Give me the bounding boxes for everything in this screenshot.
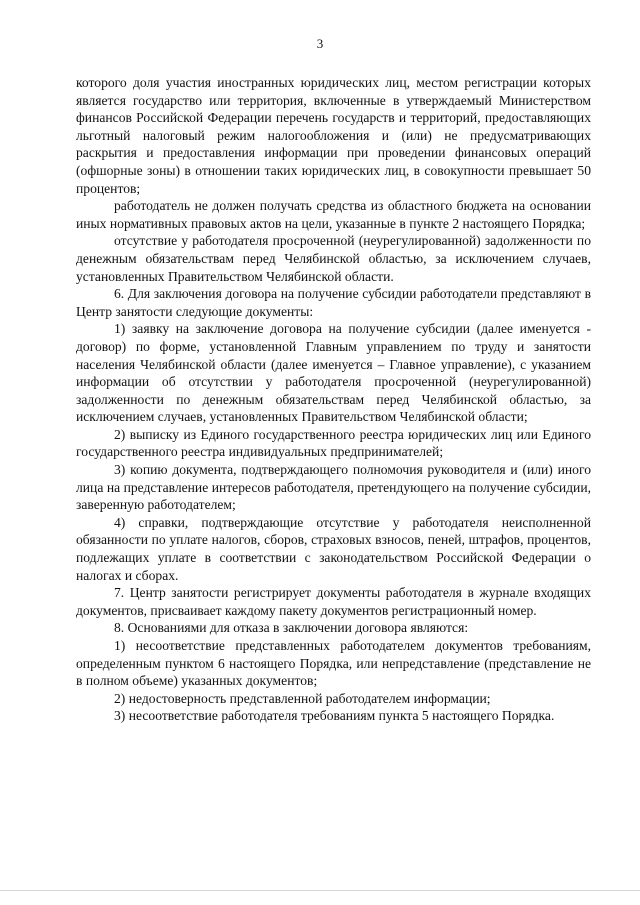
paragraph-section-6-item-4: 4) справки, подтверждающие отсутствие у работодателя неисполненной обязанности по уплате налогов, сборов, страховых взносов, пеней, штрафов, процентов, подлежащих уплате в соответствии с законодательством Российской Федерации о налогах и сборах. (76, 514, 591, 583)
paragraph-section-6-item-2: 2) выписку из Единого государственного реестра юридических лиц или Единого государственного реестра индивидуальных предпринимателей; (76, 426, 591, 460)
paragraph-no-overdue-debt: отсутствие у работодателя просроченной (неурегулированной) задолженности по денежным обязательствам перед Челябинской областью, за исключением случаев, установленных Правительством Челябинской области. (76, 233, 591, 284)
paragraph-no-other-budget-funds: работодатель не должен получать средства из областного бюджета на основании иных нормативных правовых актов на цели, указанные в пункте 2 настоящего Порядка; (76, 198, 591, 231)
paragraph-section-8-item-3: 3) несоответствие работодателя требованиям пункта 5 настоящего Порядка. (114, 708, 555, 724)
paragraph-section-6-item-1: 1) заявку на заключение договора на получение субсидии (далее именуется - договор) по форме, установленной Главным управлением по труду и занятости населения Челябинской области (далее именуется – Главное управление), с указанием информации об отсутствии у работодателя просроченной (неурегулированной) задолженности по денежным обязательствам перед Челябинской областью, за исключением случаев, установленных Правительством Челябинской области; (76, 321, 591, 425)
paragraph-section-8-item-1: 1) несоответствие представленных работодателем документов требованиям, определенным пунктом 6 настоящего Порядка, или непредставление (представление не в полном объеме) указанных документов; (76, 638, 591, 689)
paragraph-section-7: 7. Центр занятости регистрирует документы работодателя в журнале входящих документов, присваивает каждому пакету документов регистрационный номер. (76, 585, 591, 618)
page-bottom-divider (0, 890, 640, 891)
paragraph-continuation: которого доля участия иностранных юридических лиц, местом регистрации которых является государство или территория, включенные в утверждаемый Министерством финансов Российской Федерации перечень государств и территорий, предоставляющих льготный налоговый режим налогообложения и (или) не предусматривающих раскрытия и предоставления информации при проведении финансовых операций (офшорные зоны) в отношении таких юридических лиц, в совокупности превышает 50 процентов; (76, 75, 591, 196)
document-body (76, 74, 591, 725)
paragraph-section-8-item-2: 2) недостоверность представленной работодателем информации; (114, 690, 491, 706)
paragraph-section-6-item-3: 3) копию документа, подтверждающего полномочия руководителя и (или) иного лица на представление интересов работодателя, претендующего на получение субсидии, заверенную работодателем; (76, 462, 591, 513)
paragraph-section-8: 8. Основаниями для отказа в заключении договора являются: (114, 620, 469, 636)
page-number: 3 (316, 36, 324, 51)
paragraph-section-6: 6. Для заключения договора на получение субсидии работодатели представляют в Центр занятости следующие документы: (76, 286, 591, 319)
